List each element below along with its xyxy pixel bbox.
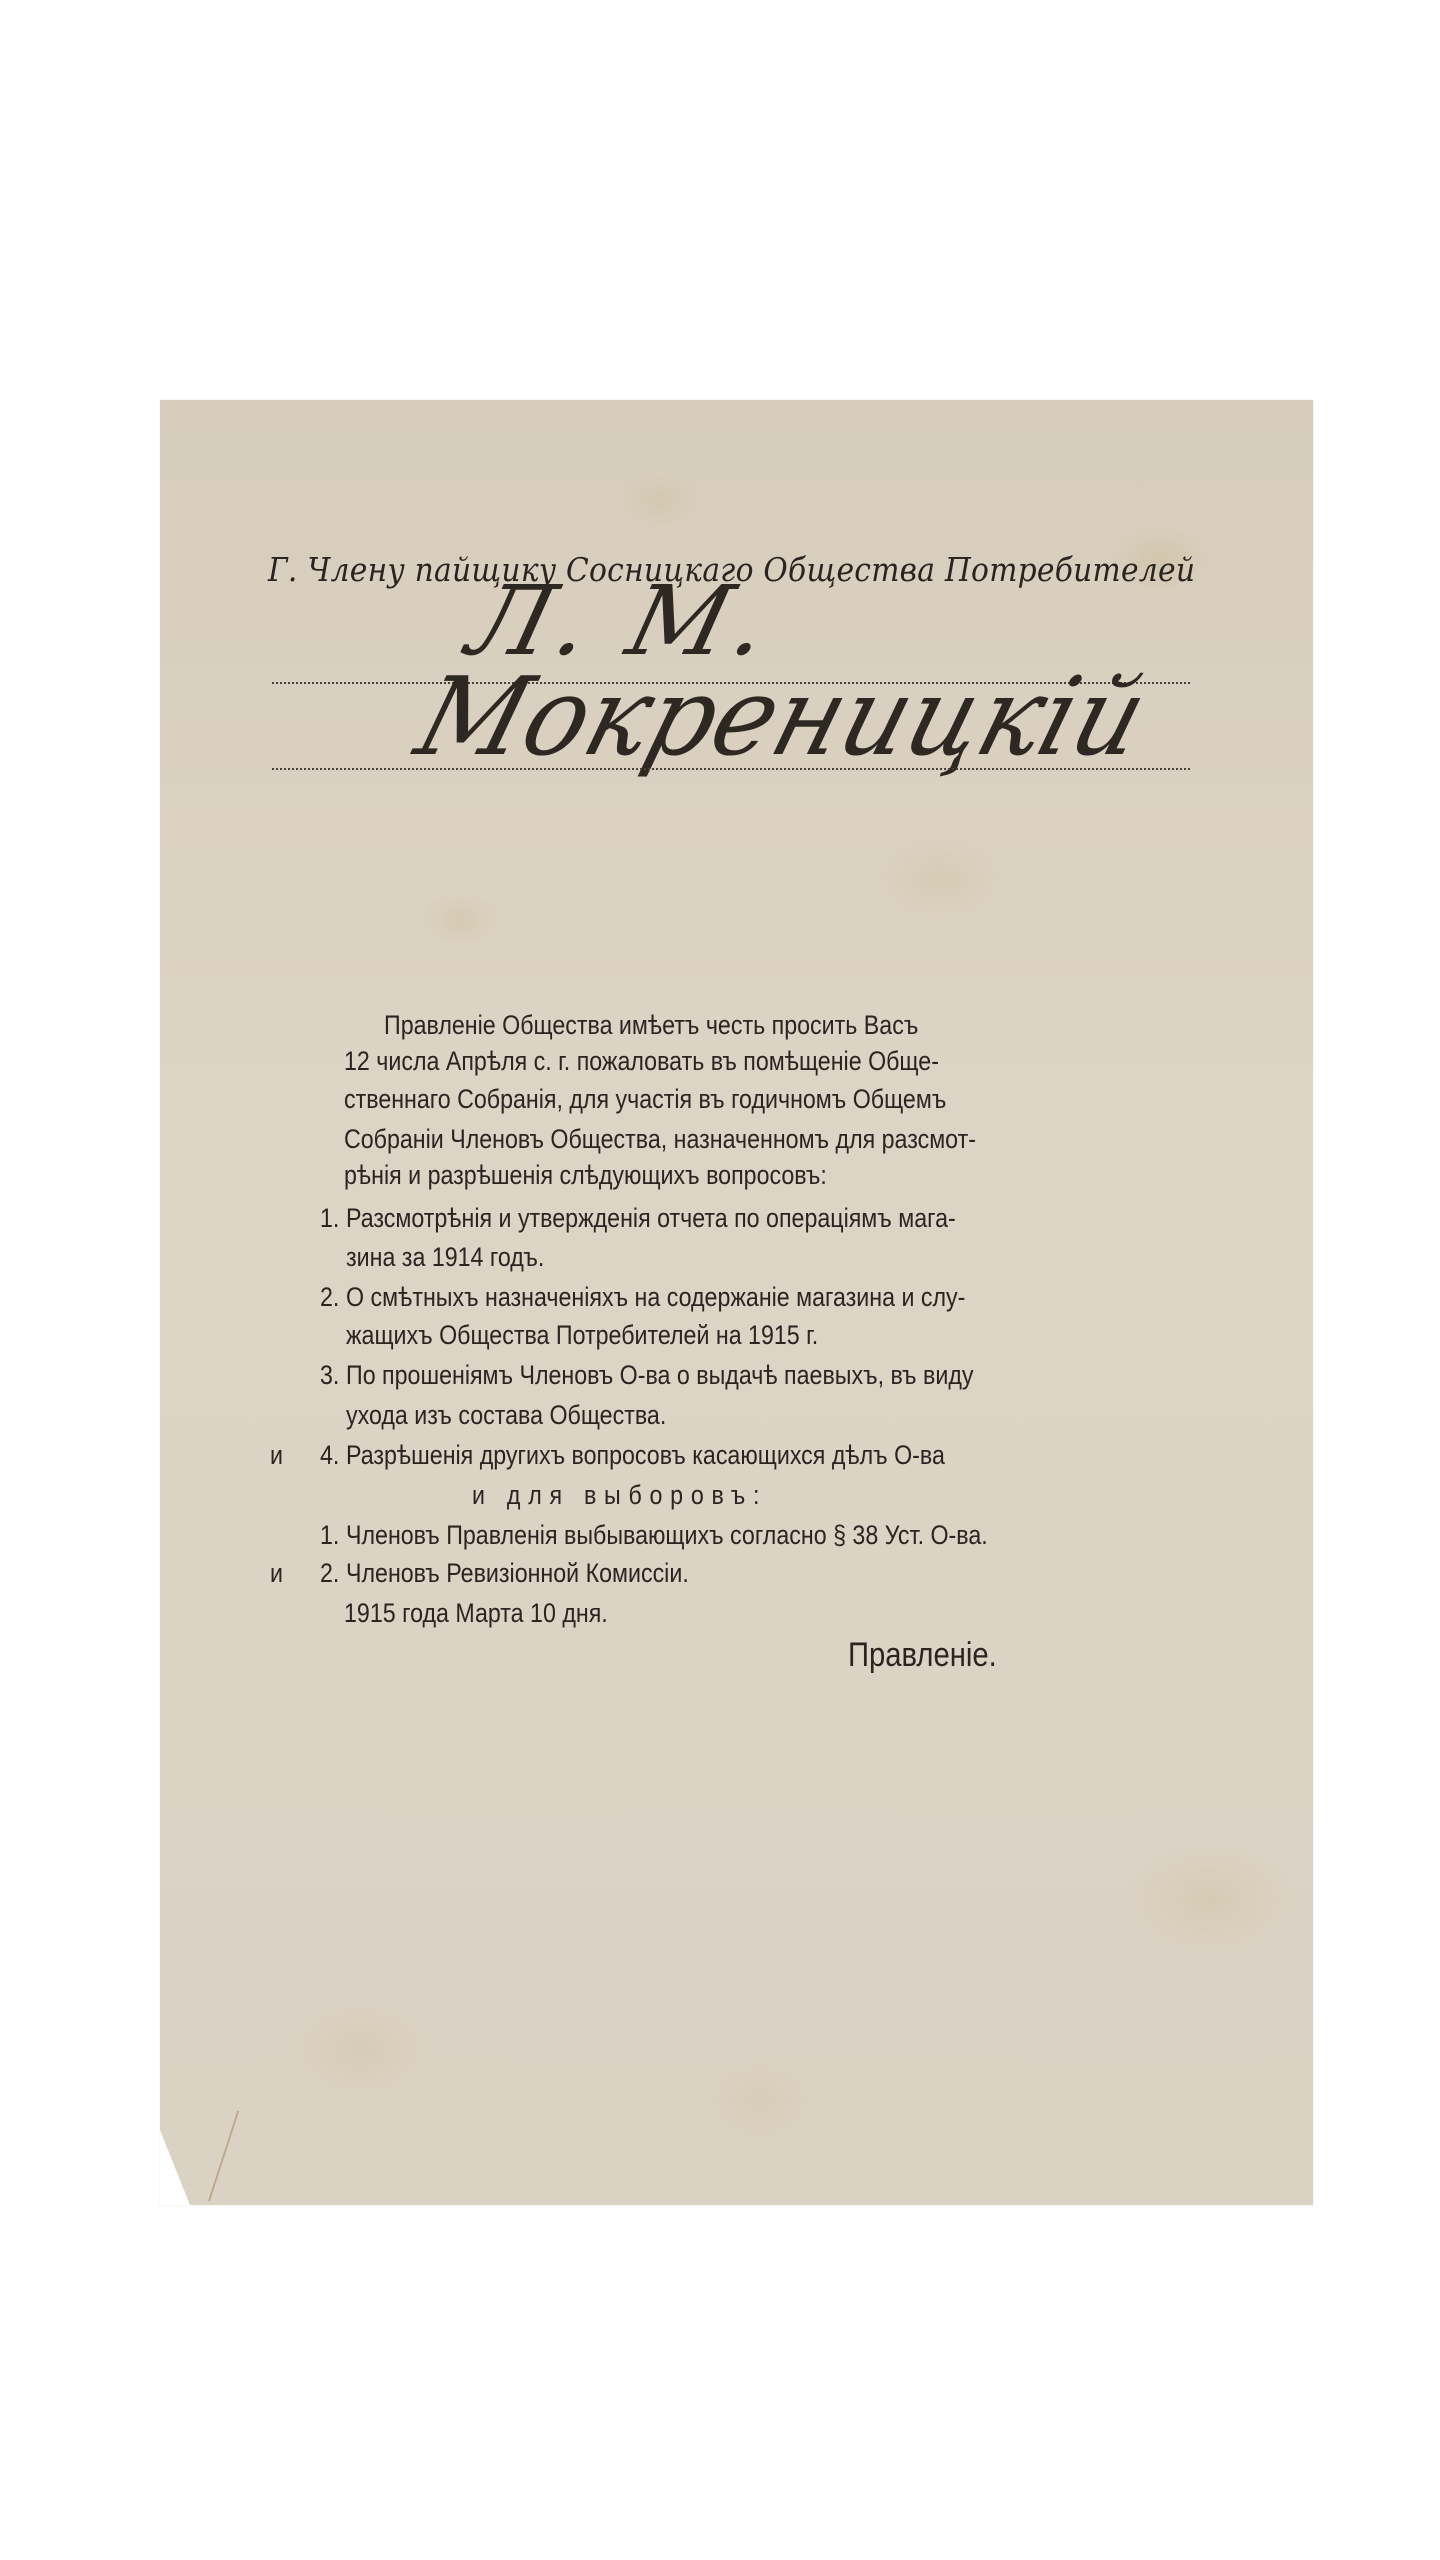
question-4-number: 4. xyxy=(320,1440,340,1470)
handwritten-initials: Л. М. xyxy=(458,565,786,677)
question-1-number: 1. xyxy=(320,1203,340,1233)
election-2-prefix: и xyxy=(270,1558,283,1588)
question-3-number: 3. xyxy=(320,1360,340,1390)
question-3-line: По прошеніямъ Членовъ О-ва о выдачѣ паевыхъ, въ виду xyxy=(346,1360,974,1390)
election-1-number: 1. xyxy=(320,1520,340,1550)
document-date: 1915 года Марта 10 дня. xyxy=(344,1598,608,1628)
question-2-number: 2. xyxy=(320,1282,340,1312)
intro-line: рѣнія и разрѣшенія слѣдующихъ вопросовъ: xyxy=(344,1160,827,1190)
question-4-prefix: и xyxy=(270,1440,283,1470)
recipient-heading: Г. Члену пайщику Сосницкаго Общества Потребителей xyxy=(268,550,1196,589)
document-paper xyxy=(160,400,1313,2205)
question-1-line: зина за 1914 годъ. xyxy=(346,1242,545,1272)
election-2-number: 2. xyxy=(320,1558,340,1588)
intro-line: Правленіе Общества имѣетъ честь просить Васъ xyxy=(384,1010,919,1040)
election-1-text: Членовъ Правленія выбывающихъ согласно § 38 Уст. О-ва. xyxy=(346,1520,988,1550)
question-2-line: О смѣтныхъ назначеніяхъ на содержаніе магазина и слу- xyxy=(346,1282,966,1312)
handwritten-surname: Мокреницкій xyxy=(404,655,1160,780)
dotted-line-2 xyxy=(272,768,1190,770)
question-3-line: ухода изъ состава Общества. xyxy=(346,1400,667,1430)
question-4-line: Разрѣшенія другихъ вопросовъ касающихся дѣлъ О-ва xyxy=(346,1440,945,1470)
intro-line: ственнаго Собранія, для участія въ годичномъ Общемъ xyxy=(344,1084,947,1114)
question-1-line: Разсмотрѣнія и утвержденія отчета по операціямъ мага- xyxy=(346,1203,956,1233)
intro-line: Собраніи Членовъ Общества, назначенномъ для разсмот- xyxy=(344,1124,976,1154)
election-2-text: Членовъ Ревизіонной Комиссіи. xyxy=(346,1558,689,1588)
elections-heading: и для выборовъ: xyxy=(472,1480,768,1510)
board-signature: Правленіе. xyxy=(848,1636,997,1674)
intro-line: 12 числа Апрѣля с. г. пожаловать въ помѣщеніе Обще- xyxy=(344,1046,939,1076)
question-2-line: жащихъ Общества Потребителей на 1915 г. xyxy=(346,1320,819,1350)
